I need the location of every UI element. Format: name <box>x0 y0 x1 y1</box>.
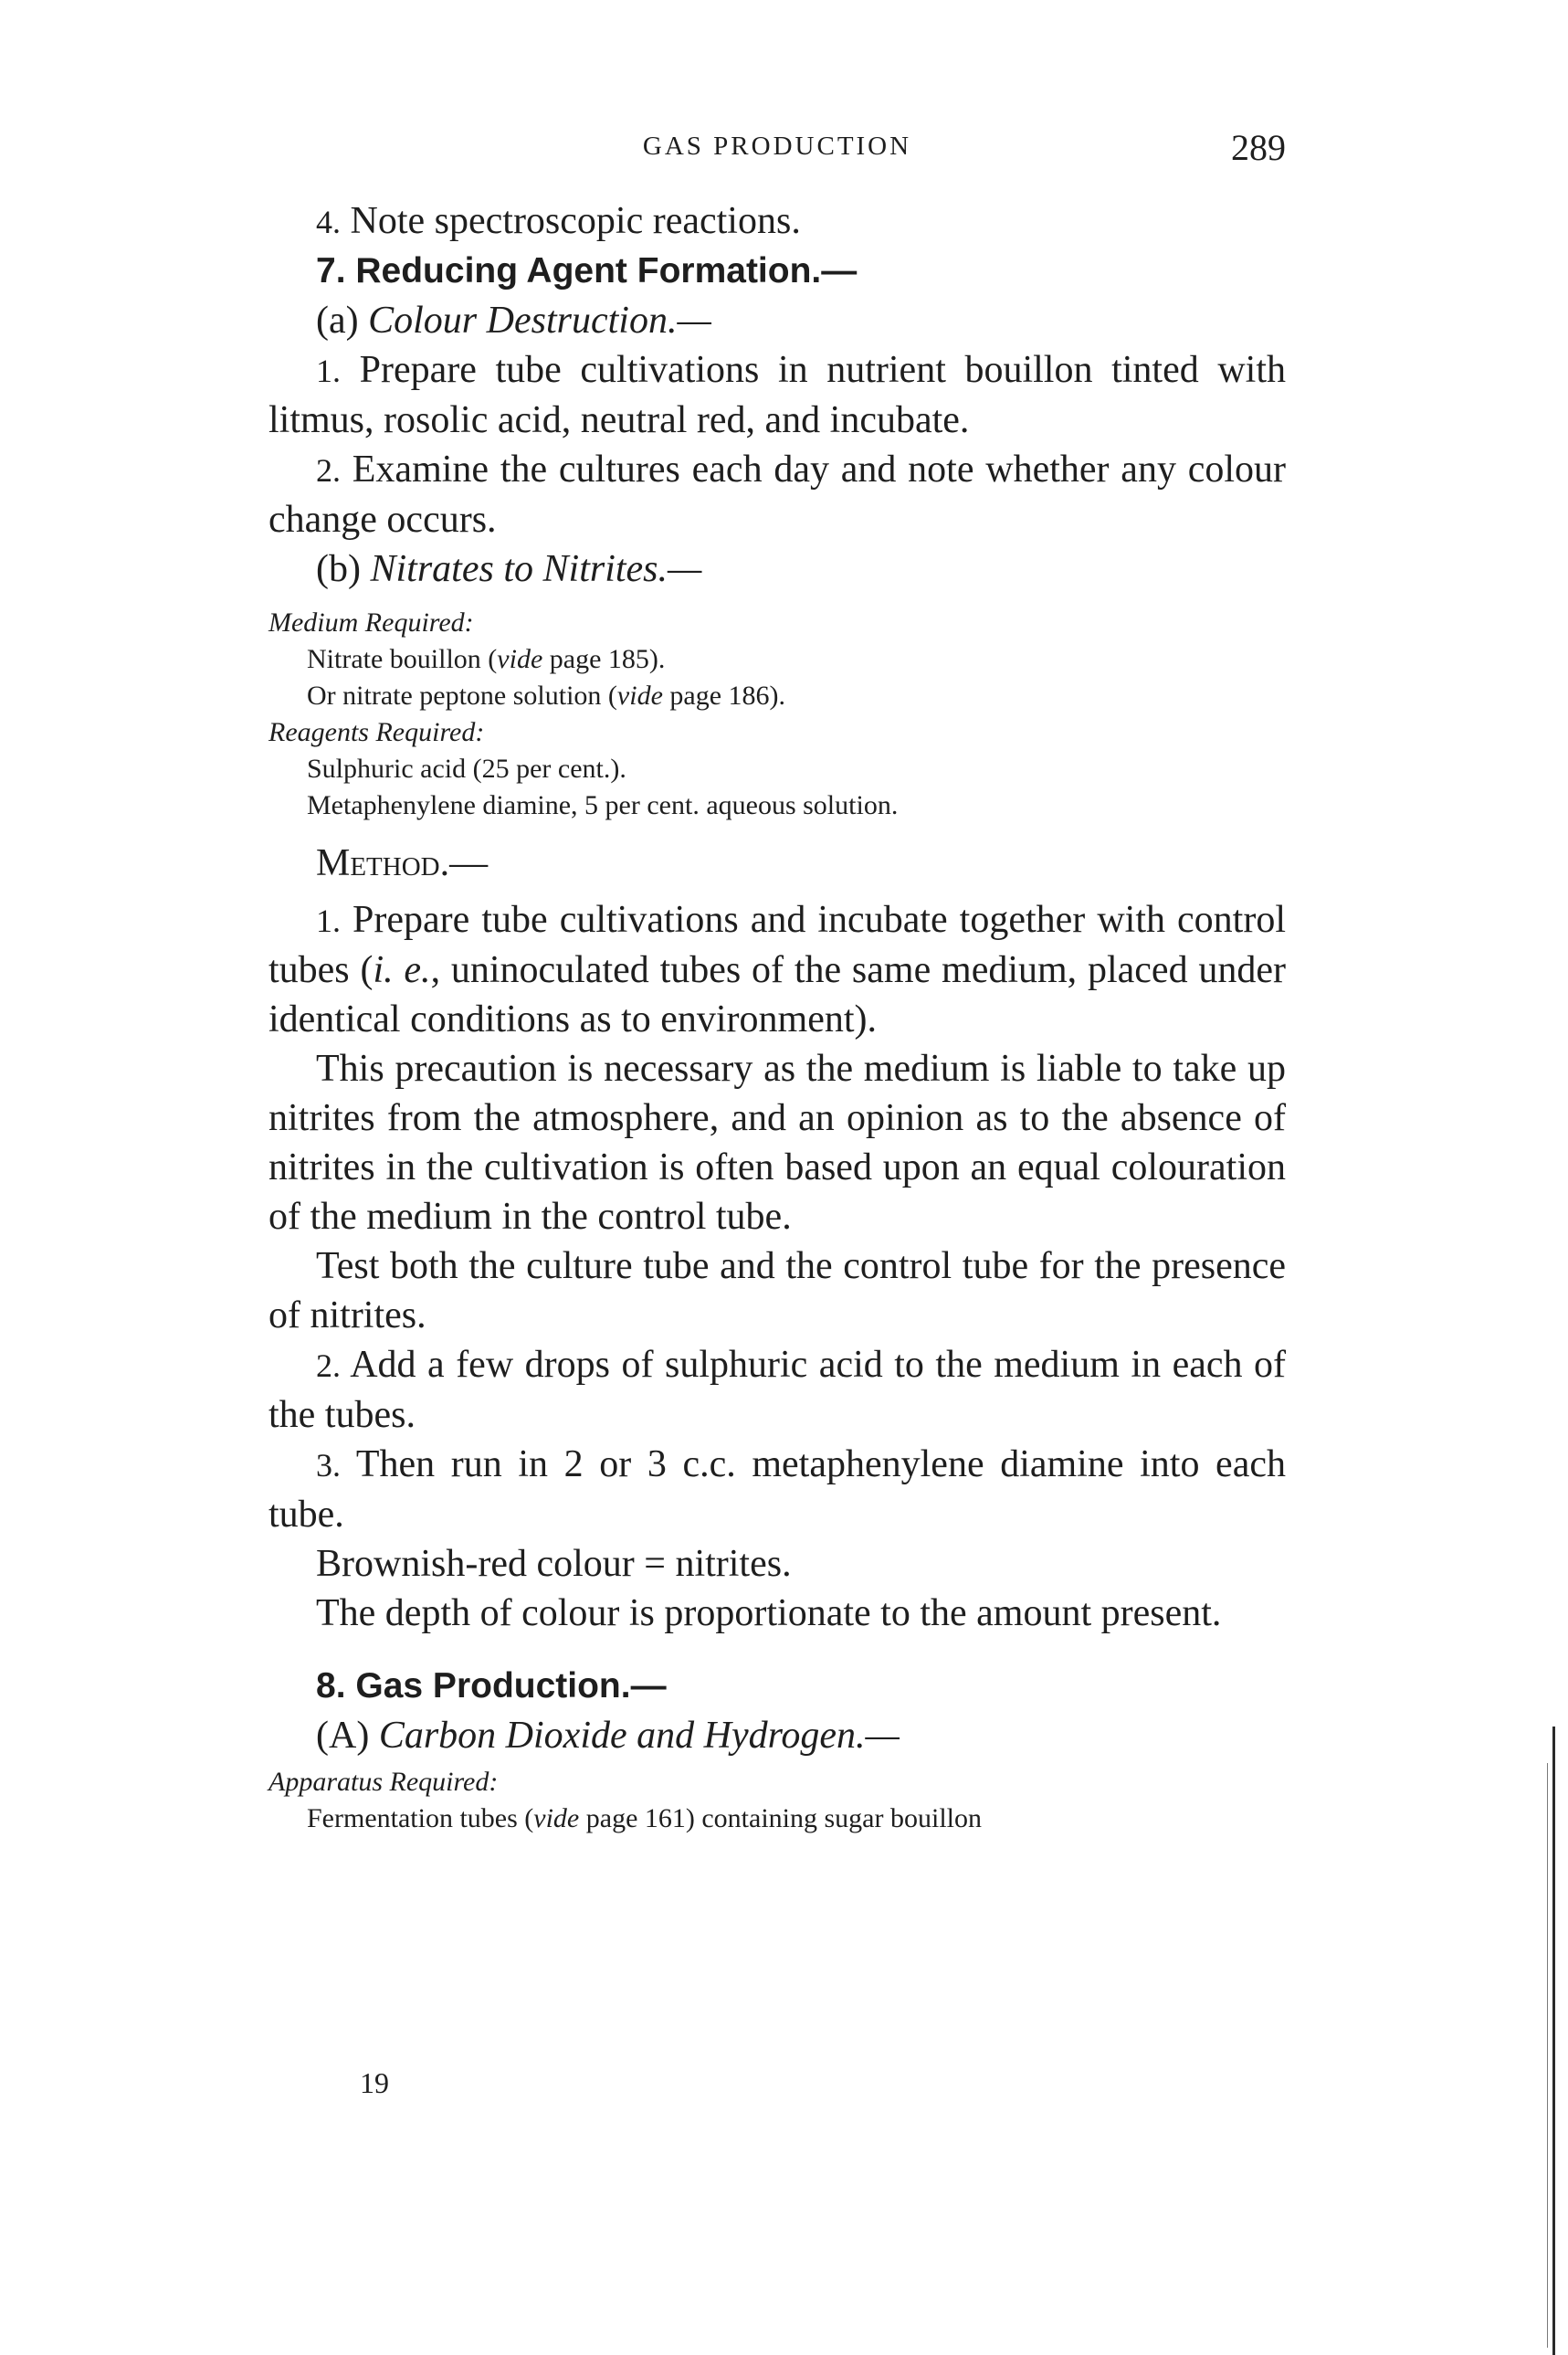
running-head: GAS PRODUCTION <box>642 132 912 161</box>
paragraph-precaution: This precaution is necessary as the medium is liable to take up nitrites from the atmosphere, and an opinion as to the absence of nitrites in the cultivation is often based upon an equal colouration of the medium in the control tube. <box>268 1048 1286 1238</box>
subheading-colour-destruction <box>268 296 1286 345</box>
item-text: Or nitrate peptone solution ( <box>307 681 617 711</box>
section-heading-gas-production <box>268 1662 1286 1711</box>
reagent-item-metaphenylene: Metaphenylene diamine, 5 per cent. aqueous solution. <box>307 790 899 820</box>
section-number: 8. <box>316 1666 346 1706</box>
step-number: 2. <box>316 1347 341 1384</box>
paragraph-brownish-red: Brownish-red colour = nitrites. <box>316 1543 792 1585</box>
step-text-end: , uninoculated tubes of the same medium, placed under identical conditions as to environment). <box>268 949 1286 1040</box>
medium-required-label: Medium Required: <box>268 607 474 638</box>
item-vide: vide <box>616 681 663 711</box>
reagents-required-label: Reagents Required: <box>268 717 485 747</box>
apparatus-item-fermentation-tubes <box>268 1801 1286 1837</box>
subheading-title: Colour Destruction.— <box>368 300 711 342</box>
page-body <box>268 196 1286 1850</box>
subheading-carbon-dioxide <box>268 1711 1286 1760</box>
reagent-item-sulphuric-acid: Sulphuric acid (25 per cent.). <box>307 754 626 784</box>
medium-item-nitrate-bouillon <box>268 641 1286 678</box>
paragraph-cd-step-2 <box>268 445 1286 544</box>
step-number: 4. <box>316 204 341 240</box>
paragraph-cd-step-1 <box>268 345 1286 445</box>
medium-item-peptone-solution <box>268 678 1286 714</box>
item-vide: vide <box>533 1803 580 1833</box>
signature-mark: 19 <box>360 2066 389 2099</box>
subheading-nitrates <box>268 544 1286 594</box>
item-text-end: page 186). <box>662 681 786 711</box>
scan-edge-line <box>1552 1727 1555 2355</box>
step-text: Prepare tube cultivations in nutrient bouillon tinted with litmus, rosolic acid, neutral red, and incubate. <box>268 349 1287 441</box>
step-text: Examine the cultures each day and note whether any colour change occurs. <box>268 449 1287 541</box>
paragraph-test-both: Test both the culture tube and the control tube for the presence of nitrites. <box>268 1245 1286 1336</box>
step-text: Then run in 2 or 3 c.c. metaphenylene diamine into each tube. <box>268 1443 1286 1536</box>
step-number: 3. <box>316 1447 341 1484</box>
step-text: Add a few drops of sulphuric acid to the medium in each of the tubes. <box>268 1344 1286 1436</box>
paragraph-method-step-2 <box>268 1340 1286 1440</box>
step-text-ie: i. e. <box>373 949 431 991</box>
step-number: 1. <box>316 353 341 389</box>
section-title: Reducing Agent Formation.— <box>355 251 858 290</box>
step-number: 1. <box>316 903 341 939</box>
section-number: 7. <box>316 251 346 290</box>
item-vide: vide <box>497 644 543 674</box>
page-number: 289 <box>1231 127 1286 168</box>
paragraph-depth-of-colour: The depth of colour is proportionate to the amount present. <box>316 1592 1222 1634</box>
paragraph-note-spectroscopic <box>268 196 1286 247</box>
item-text-end: page 185). <box>542 644 666 674</box>
section-title: Gas Production.— <box>355 1666 667 1706</box>
step-text: Note spectroscopic reactions. <box>350 200 801 242</box>
item-text: Fermentation tubes ( <box>307 1803 534 1833</box>
apparatus-required-label: Apparatus Required: <box>268 1767 499 1797</box>
item-text-end: page 161) containing sugar bouillon <box>579 1803 982 1833</box>
subheading-title: Carbon Dioxide and Hydrogen.— <box>378 1715 900 1757</box>
section-heading-reducing-agent <box>268 247 1286 296</box>
paragraph-method-step-3 <box>268 1440 1286 1539</box>
paragraph-method-step-1 <box>268 895 1286 1044</box>
scan-edge-line-faint <box>1547 1763 1548 2348</box>
subheading-label: (a) <box>316 300 359 342</box>
page-header <box>268 126 1286 166</box>
requirements-list <box>268 605 1286 824</box>
method-heading: Method.— <box>316 842 489 884</box>
subheading-label: (A) <box>316 1715 370 1757</box>
item-text: Nitrate bouillon ( <box>307 644 498 674</box>
subheading-title: Nitrates to Nitrites.— <box>370 548 702 590</box>
step-text: Prepare tube cultivations and incubate together with control tubes ( <box>268 899 1287 991</box>
apparatus-list <box>268 1764 1286 1837</box>
subheading-label: (b) <box>316 548 361 590</box>
step-number: 2. <box>316 452 341 489</box>
